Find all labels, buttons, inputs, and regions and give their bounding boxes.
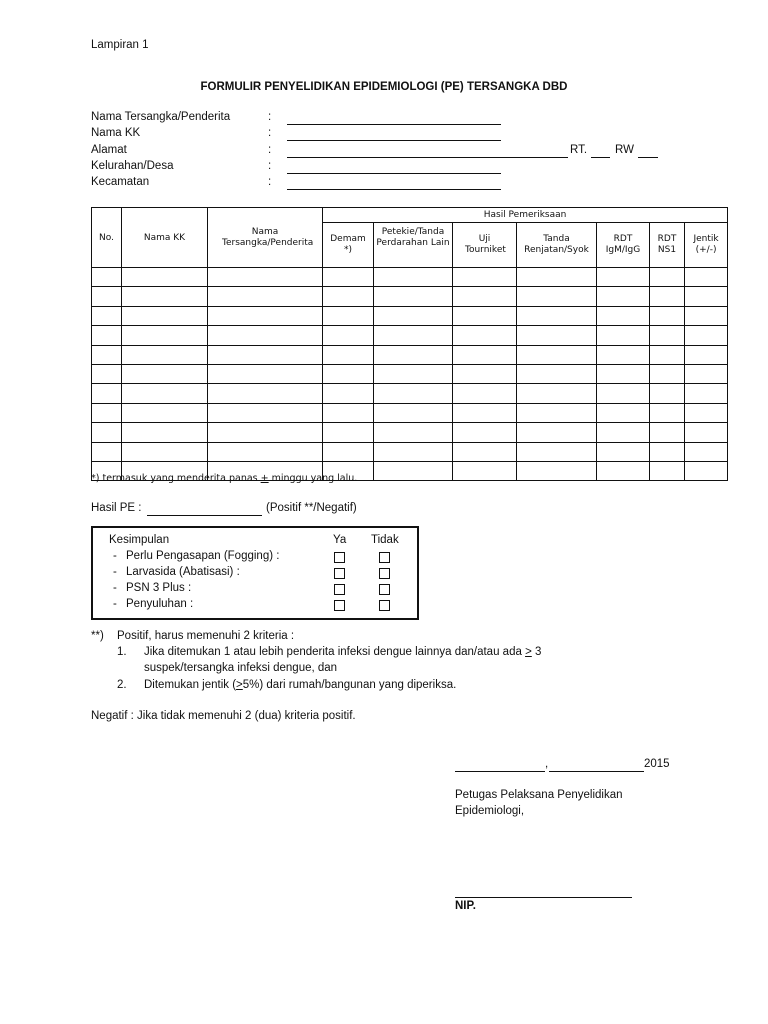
table-cell[interactable] (208, 364, 323, 383)
field-colon: : (268, 111, 272, 123)
table-cell[interactable] (208, 403, 323, 422)
field-label-nama-kk: Nama KK (91, 127, 141, 139)
field-label-kecamatan: Kecamatan (91, 176, 150, 188)
criteria-text: Jika ditemukan 1 atau lebih penderita infeksi dengue lainnya dan/atau ada (144, 646, 526, 658)
hasil-pe-suffix: (Positif **/Negatif) (266, 502, 357, 514)
footnote-text-end: minggu yang lalu. (268, 473, 358, 484)
table-cell[interactable] (685, 423, 728, 442)
table-cell[interactable] (374, 442, 453, 461)
field-label-nama-tersangka: Nama Tersangka/Penderita (91, 111, 231, 123)
table-cell[interactable] (453, 461, 517, 480)
hasil-pe-label: Hasil PE : (91, 502, 142, 514)
col-header-uji-tourniket: Uji Tourniket (453, 223, 517, 268)
col-header-no: No. (92, 208, 122, 268)
criteria-item-1-line-1 (144, 646, 541, 658)
criteria-text: 3 (531, 646, 542, 658)
field-line-alamat[interactable] (287, 156, 568, 158)
signature-name-line[interactable] (455, 896, 632, 898)
table-cell[interactable] (323, 268, 374, 287)
table-cell[interactable] (92, 306, 122, 325)
table-cell[interactable] (374, 403, 453, 422)
kesimpulan-item-label: Penyuluhan : (126, 598, 194, 610)
place-line[interactable] (455, 770, 545, 772)
criteria-text: 5%) dari rumah/bangunan yang diperiksa. (242, 679, 457, 691)
field-label-alamat: Alamat (91, 144, 127, 156)
signature-year: 2015 (644, 758, 670, 770)
col-header-jentik: Jentik (+/-) (685, 223, 728, 268)
field-line-kelurahan[interactable] (287, 172, 501, 174)
table-cell[interactable] (597, 306, 650, 325)
field-label-kelurahan: Kelurahan/Desa (91, 160, 174, 172)
field-colon: : (268, 127, 272, 139)
table-cell[interactable] (453, 442, 517, 461)
kesimpulan-item-label: PSN 3 Plus : (126, 582, 192, 594)
table-cell[interactable] (92, 326, 122, 345)
bullet-dash: - (113, 550, 117, 562)
tidak-header: Tidak (371, 534, 399, 546)
checkbox-tidak-larvasida[interactable] (379, 568, 390, 579)
field-line-nama-kk[interactable] (287, 139, 501, 141)
table-cell[interactable] (453, 364, 517, 383)
table-cell[interactable] (685, 326, 728, 345)
negatif-criteria: Negatif : Jika tidak memenuhi 2 (dua) kriteria positif. (91, 710, 356, 722)
kesimpulan-title: Kesimpulan (109, 534, 170, 546)
table-cell[interactable] (650, 306, 685, 325)
table-cell[interactable] (517, 384, 597, 403)
table-cell[interactable] (92, 268, 122, 287)
table-cell[interactable] (92, 384, 122, 403)
table-cell[interactable] (122, 423, 208, 442)
table-cell[interactable] (650, 268, 685, 287)
field-colon: : (268, 144, 272, 156)
table-cell[interactable] (517, 442, 597, 461)
ya-header: Ya (333, 534, 347, 546)
criteria-item-number: 1. (117, 646, 127, 658)
table-cell[interactable] (92, 403, 122, 422)
table-cell[interactable] (323, 384, 374, 403)
table-cell[interactable] (208, 306, 323, 325)
table-cell[interactable] (685, 306, 728, 325)
col-header-petekie: Petekie/Tanda Perdarahan Lain (374, 223, 453, 268)
table-cell[interactable] (122, 364, 208, 383)
table-cell[interactable] (208, 345, 323, 364)
table-cell[interactable] (597, 364, 650, 383)
col-header-tanda-renjatan: Tanda Renjatan/Syok (517, 223, 597, 268)
criteria-item-2 (144, 679, 456, 691)
greater-equal-symbol: > (236, 679, 243, 691)
checkbox-ya-psn[interactable] (334, 584, 345, 595)
col-header-rdt-igm: RDT IgM/IgG (597, 223, 650, 268)
table-cell[interactable] (453, 306, 517, 325)
table-cell[interactable] (517, 461, 597, 480)
table-row (92, 442, 728, 461)
table-cell[interactable] (650, 326, 685, 345)
table-cell[interactable] (122, 384, 208, 403)
table-cell[interactable] (453, 326, 517, 345)
criteria-item-1-line-2: suspek/tersangka infeksi dengue, dan (144, 662, 338, 674)
table-cell[interactable] (208, 442, 323, 461)
table-cell[interactable] (323, 403, 374, 422)
table-cell[interactable] (517, 287, 597, 306)
table-row (92, 345, 728, 364)
table-cell[interactable] (374, 287, 453, 306)
field-line-nama-tersangka[interactable] (287, 123, 501, 125)
criteria-marker: **) (91, 630, 104, 642)
table-cell[interactable] (685, 364, 728, 383)
table-cell[interactable] (374, 306, 453, 325)
table-cell[interactable] (374, 364, 453, 383)
table-cell[interactable] (323, 442, 374, 461)
col-header-nama-kk: Nama KK (122, 208, 208, 268)
table-cell[interactable] (323, 364, 374, 383)
table-cell[interactable] (650, 345, 685, 364)
table-cell[interactable] (323, 326, 374, 345)
table-row (92, 423, 728, 442)
table-cell[interactable] (92, 364, 122, 383)
table-cell[interactable] (453, 403, 517, 422)
table-row (92, 268, 728, 287)
table-cell[interactable] (597, 326, 650, 345)
table-cell[interactable] (122, 287, 208, 306)
table-cell[interactable] (208, 384, 323, 403)
rt-label: RT. (570, 144, 588, 156)
checkbox-ya-fogging[interactable] (334, 552, 345, 563)
table-cell[interactable] (208, 423, 323, 442)
table-cell[interactable] (597, 423, 650, 442)
table-cell[interactable] (597, 403, 650, 422)
table-cell[interactable] (685, 384, 728, 403)
checkbox-ya-larvasida[interactable] (334, 568, 345, 579)
table-footnote (91, 473, 357, 484)
field-colon: : (268, 160, 272, 172)
rw-label: RW (615, 144, 634, 156)
table-cell[interactable] (517, 423, 597, 442)
table-cell[interactable] (323, 306, 374, 325)
table-cell[interactable] (122, 403, 208, 422)
table-cell[interactable] (517, 326, 597, 345)
table-cell[interactable] (122, 306, 208, 325)
greater-equal-symbol: > (525, 646, 532, 658)
table-cell[interactable] (92, 442, 122, 461)
table-cell[interactable] (650, 403, 685, 422)
nip-label: NIP. (455, 900, 476, 912)
table-cell[interactable] (208, 287, 323, 306)
kesimpulan-item-label: Perlu Pengasapan (Fogging) : (126, 550, 280, 562)
table-cell[interactable] (92, 287, 122, 306)
table-cell[interactable] (92, 423, 122, 442)
hasil-pe-line[interactable] (147, 514, 262, 516)
table-cell[interactable] (597, 268, 650, 287)
criteria-item-number: 2. (117, 679, 127, 691)
signature-title-line-1: Petugas Pelaksana Penyelidikan (455, 789, 623, 801)
table-cell[interactable] (374, 268, 453, 287)
table-cell[interactable] (650, 384, 685, 403)
table-row (92, 364, 728, 383)
table-cell[interactable] (323, 287, 374, 306)
table-row (92, 306, 728, 325)
table-cell[interactable] (374, 326, 453, 345)
checkbox-tidak-penyuluhan[interactable] (379, 600, 390, 611)
table-cell[interactable] (374, 384, 453, 403)
table-cell[interactable] (92, 345, 122, 364)
table-cell[interactable] (208, 326, 323, 345)
criteria-heading: Positif, harus memenuhi 2 kriteria : (117, 630, 295, 642)
table-row (92, 326, 728, 345)
field-line-rt[interactable] (591, 156, 610, 158)
table-cell[interactable] (323, 423, 374, 442)
table-cell[interactable] (685, 287, 728, 306)
table-cell[interactable] (650, 423, 685, 442)
checkbox-tidak-fogging[interactable] (379, 552, 390, 563)
table-cell[interactable] (374, 345, 453, 364)
table-cell[interactable] (453, 345, 517, 364)
bullet-dash: - (113, 566, 117, 578)
table-cell[interactable] (650, 461, 685, 480)
table-cell[interactable] (685, 461, 728, 480)
bullet-dash: - (113, 582, 117, 594)
table-cell[interactable] (453, 287, 517, 306)
table-cell[interactable] (650, 364, 685, 383)
table-cell[interactable] (685, 268, 728, 287)
table-cell[interactable] (453, 384, 517, 403)
table-cell[interactable] (208, 268, 323, 287)
table-row (92, 384, 728, 403)
date-comma: , (545, 758, 549, 770)
col-header-demam: Demam *) (323, 223, 374, 268)
examination-table (91, 207, 728, 481)
table-cell[interactable] (685, 403, 728, 422)
table-cell[interactable] (597, 345, 650, 364)
date-line[interactable] (549, 770, 644, 772)
table-cell[interactable] (517, 306, 597, 325)
table-cell[interactable] (597, 384, 650, 403)
lampiran-label: Lampiran 1 (91, 39, 149, 51)
signature-title-line-2: Epidemiologi, (455, 805, 525, 817)
table-cell[interactable] (374, 423, 453, 442)
field-line-kecamatan[interactable] (287, 188, 501, 190)
kesimpulan-item-label: Larvasida (Abatisasi) : (126, 566, 240, 578)
table-cell[interactable] (685, 442, 728, 461)
table-cell[interactable] (517, 403, 597, 422)
table-cell[interactable] (597, 287, 650, 306)
table-cell[interactable] (453, 268, 517, 287)
field-line-rw[interactable] (638, 156, 658, 158)
footnote-text-start: *) termasuk yang menderita panas (91, 473, 261, 484)
table-cell[interactable] (122, 268, 208, 287)
table-cell[interactable] (517, 345, 597, 364)
table-cell[interactable] (517, 268, 597, 287)
table-cell[interactable] (374, 461, 453, 480)
table-cell[interactable] (597, 461, 650, 480)
table-cell[interactable] (650, 287, 685, 306)
table-row (92, 403, 728, 422)
table-cell[interactable] (685, 345, 728, 364)
table-cell[interactable] (323, 345, 374, 364)
checkbox-ya-penyuluhan[interactable] (334, 600, 345, 611)
col-header-rdt-ns1: RDT NS1 (650, 223, 685, 268)
table-cell[interactable] (122, 345, 208, 364)
table-cell[interactable] (650, 442, 685, 461)
field-colon: : (268, 176, 272, 188)
table-row (92, 287, 728, 306)
col-header-hasil-pemeriksaan: Hasil Pemeriksaan (323, 208, 728, 223)
table-cell[interactable] (453, 423, 517, 442)
form-title: FORMULIR PENYELIDIKAN EPIDEMIOLOGI (PE) TERSANGKA DBD (200, 81, 568, 93)
table-cell[interactable] (122, 442, 208, 461)
criteria-text: Ditemukan jentik ( (144, 679, 237, 691)
bullet-dash: - (113, 598, 117, 610)
checkbox-tidak-psn[interactable] (379, 584, 390, 595)
table-cell[interactable] (122, 326, 208, 345)
col-header-nama-tersangka: Nama Tersangka/Penderita (208, 208, 323, 268)
table-cell[interactable] (517, 364, 597, 383)
table-cell[interactable] (597, 442, 650, 461)
plus-minus-symbol: + (260, 473, 269, 484)
